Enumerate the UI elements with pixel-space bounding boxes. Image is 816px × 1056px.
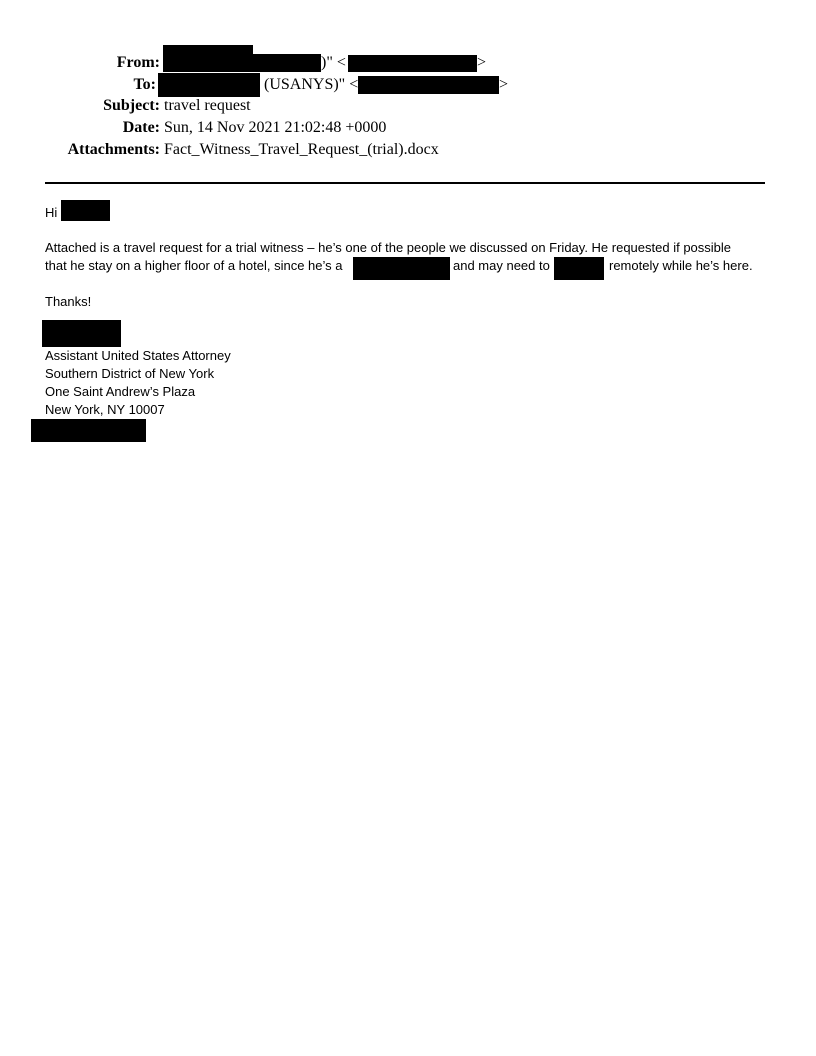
- subject-value: travel request: [164, 97, 251, 114]
- from-value-tail: )" <: [321, 54, 346, 71]
- signature-phone-redaction: [31, 419, 146, 442]
- para1-line2-b: and may need to: [453, 258, 550, 273]
- subject-label: Subject:: [103, 97, 160, 114]
- para1-line2-a: that he stay on a higher floor of a hotel, since he’s a: [45, 258, 343, 273]
- signature-address-2: New York, NY 10007: [45, 402, 165, 417]
- signature-office: Southern District of New York: [45, 366, 215, 381]
- from-label: From:: [116, 54, 160, 71]
- attachments-label: Attachments:: [67, 141, 160, 158]
- date-label: Date:: [122, 119, 160, 136]
- para1-line2-c: remotely while he’s here.: [609, 258, 753, 273]
- from-name-redaction: [163, 54, 321, 72]
- activity-redaction: [554, 257, 604, 280]
- greeting: Hi: [45, 205, 58, 220]
- to-value-end: >: [499, 76, 509, 93]
- to-email-redaction: [358, 76, 499, 94]
- header-divider: [45, 182, 765, 184]
- signature-title: Assistant United States Attorney: [45, 348, 231, 363]
- signature-address-1: One Saint Andrew’s Plaza: [45, 384, 196, 399]
- to-value-mid: (USANYS)" <: [264, 76, 359, 93]
- condition-redaction: [353, 257, 450, 280]
- from-value-end: >: [477, 54, 487, 71]
- sign-off: Thanks!: [45, 294, 92, 309]
- para1-line1: Attached is a travel request for a trial witness – he’s one of the people we discussed on Friday. He requested if possible: [45, 240, 732, 255]
- greeting-name-redaction: [61, 200, 110, 221]
- signature-name-redaction: [42, 320, 121, 347]
- attachments-value[interactable]: Fact_Witness_Travel_Request_(trial).docx: [164, 141, 439, 158]
- to-name-redaction: [158, 73, 260, 97]
- date-value: Sun, 14 Nov 2021 21:02:48 +0000: [164, 119, 387, 136]
- to-label: To:: [133, 76, 156, 93]
- from-email-redaction: [348, 55, 477, 72]
